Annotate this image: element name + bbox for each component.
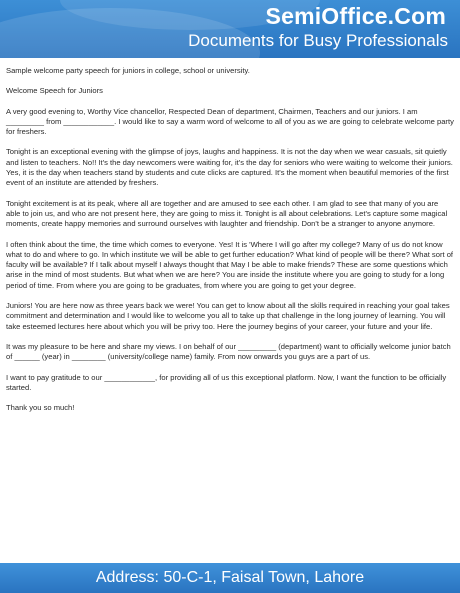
paragraph-evening: Tonight is an exceptional evening with the glimpse of joys, laughs and happiness. It is not the day when we wear casuals, sit quietly and listen to teachers. No!! It's the day newcomers were waiting for, it's the day for seniors who were waiting to welcome their juniors. Yes, it is the day when teachers stand by students and cute clicks are captured. It's the moment when beautiful memories of the first event of an institute are attended by freshers.: [6, 147, 453, 188]
site-header: [0, 0, 460, 58]
paragraph-excitement: Tonight excitement is at its peak, where all are together and are amused to see each other. I am glad to see that many of you are able to join us, and who are not present here, they are going to miss it. Tonight is all about celebrations. Let's capture some magical moments, create happy memories and surround ourselves with laughter and friendship. Don't be a stranger to anyone anymore.: [6, 198, 448, 229]
closing-line: Thank you so much!: [6, 403, 75, 413]
paragraph-juniors: Juniors! You are here now as three years back we were! You can get to know about all the skills required in reaching your goal takes commitment and determination and I would like to welcome you all to take up that challenge in the long journey of learning. You will take esteemed lectures here about which you will be privy too. Here the journey begins of your career, your future and your life.: [6, 301, 450, 331]
speech-title: Welcome Speech for Juniors: [6, 86, 103, 96]
paragraph-questions: I often think about the time, the time which comes to everyone. Yes! It is 'Where I will go after my college? Many of us do not know what to do and where to go. In which institute we will be able to get further education? What kind of people will be there? What sort of faculty will be available? If I talk about myself I always thought that May I be able to make friends? These are some questions which arise in the mind of most students. But what when we are here? You are inside the institute where you are going to study for a long period of time. From where you are going to be graduates, from where you are going to get your degree.: [6, 239, 454, 290]
site-brand[interactable]: SemiOffice.Com: [265, 3, 446, 29]
paragraph-gratitude: I want to pay gratitude to our ____________, for providing all of us this exceptional platform. Now, I want the function to be officially started.: [6, 372, 447, 392]
paragraph-greeting: A very good evening to, Worthy Vice chancellor, Respected Dean of department, Chairmen, Teachers and our juniors. I am _________ from ____________. I would like to say a warm word of welcome to all of you as we are going to celebrate welcome party for freshers.: [6, 106, 454, 137]
document-body: [6, 66, 454, 423]
paragraph-welcome: It was my pleasure to be here and share my views. I on behalf of our _________ (department) want to officially welcome junior batch of ______ (year) in ________ (university/college name) family. From now onwards you guys are a part of us.: [6, 341, 451, 362]
site-footer: [0, 563, 460, 593]
intro-line: Sample welcome party speech for juniors in college, school or university.: [6, 66, 250, 75]
footer-address: Address: 50-C-1, Faisal Town, Lahore: [95, 569, 365, 586]
site-tagline: Documents for Busy Professionals: [188, 31, 448, 50]
